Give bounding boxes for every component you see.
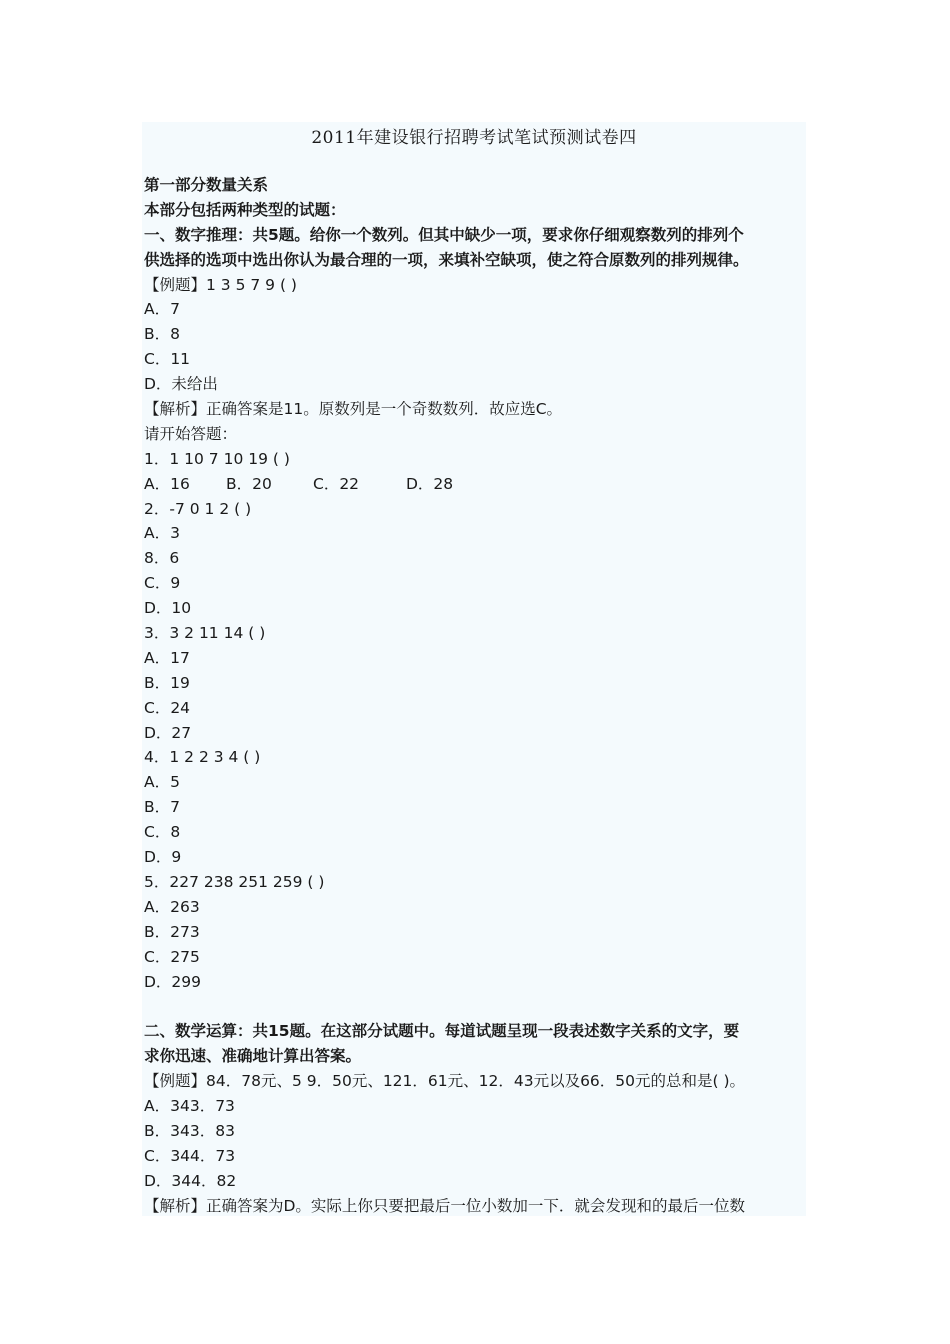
example-explanation-arithmetic: 【解析】正确答案为D。实际上你只要把最后一位小数加一下．就会发现和的最后一位数 — [144, 1196, 745, 1215]
question-5: 5．227 238 251 259 ( ) — [144, 872, 325, 891]
option-line: C．9 — [144, 574, 181, 593]
question-3: 3．3 2 11 14 ( ) — [144, 624, 266, 643]
option-line: 8．6 — [144, 549, 180, 568]
option-line: D．未给出 — [144, 375, 218, 394]
example-question-arithmetic: 【例题】84．78元、5 9．50元、121．61元、12．43元以及66．50元的总和是( )。 — [144, 1072, 746, 1091]
document-content — [142, 122, 806, 1216]
option-line: C．275 — [144, 947, 200, 966]
example-explanation: 【解析】正确答案是11。原数列是一个奇数数列．故应选C。 — [144, 400, 563, 419]
option-line: A．263 — [144, 897, 200, 916]
section-heading: 第一部分数量关系 — [144, 176, 269, 194]
document-body — [144, 173, 806, 1218]
option-line: C．11 — [144, 350, 191, 369]
option-line: B．8 — [144, 325, 180, 344]
option-line: A．343．73 — [144, 1096, 235, 1115]
part-instructions: 供选择的选项中选出你认为最合理的一项，来填补空缺项，使之符合原数列的排列规律。 — [144, 250, 749, 269]
option-line: B．273 — [144, 922, 200, 941]
example-question: 【例题】1 3 5 7 9 ( ) — [144, 275, 297, 294]
option-a: A．16 — [144, 474, 190, 493]
option-line: C．344．73 — [144, 1146, 236, 1165]
option-line: B．19 — [144, 673, 190, 692]
option-line: D．299 — [144, 972, 202, 991]
option-line: A．5 — [144, 773, 180, 792]
start-prompt: 请开始答题： — [144, 424, 238, 443]
option-line: D．27 — [144, 723, 192, 742]
option-c: C．22 — [313, 474, 360, 493]
option-line: A．3 — [144, 524, 180, 543]
option-b: B．20 — [226, 474, 272, 493]
option-line: C．24 — [144, 698, 191, 717]
part-heading-number-series: 一、数字推理：共5题。给你一个数列。但其中缺少一项，要求你仔细观察数列的排列个 — [144, 225, 744, 244]
option-line: C．8 — [144, 823, 181, 842]
question-2: 2．-7 0 1 2 ( ) — [144, 499, 252, 518]
blank-line — [144, 994, 806, 1019]
option-line: D．344．82 — [144, 1171, 237, 1190]
option-line: A．7 — [144, 300, 180, 319]
question-4: 4．1 2 2 3 4 ( ) — [144, 748, 261, 767]
option-d: D．28 — [406, 474, 454, 493]
question-1-options — [144, 472, 806, 497]
option-line: D．9 — [144, 848, 182, 867]
option-line: B．7 — [144, 798, 180, 817]
document-title: 2011年建设银行招聘考试笔试预测试卷四 — [311, 128, 637, 148]
option-line: B．343．83 — [144, 1121, 235, 1140]
question-1: 1．1 10 7 10 19 ( ) — [144, 449, 290, 468]
part-heading-arithmetic: 二、数学运算：共15题。在这部分试题中。每道试题呈现一段表述数字关系的文字，要 — [144, 1022, 740, 1041]
option-line: A．17 — [144, 648, 190, 667]
option-line: D．10 — [144, 599, 192, 618]
section-intro: 本部分包括两种类型的试题： — [144, 200, 346, 219]
part-instructions-arithmetic: 求你迅速、准确地计算出答案。 — [144, 1047, 362, 1066]
